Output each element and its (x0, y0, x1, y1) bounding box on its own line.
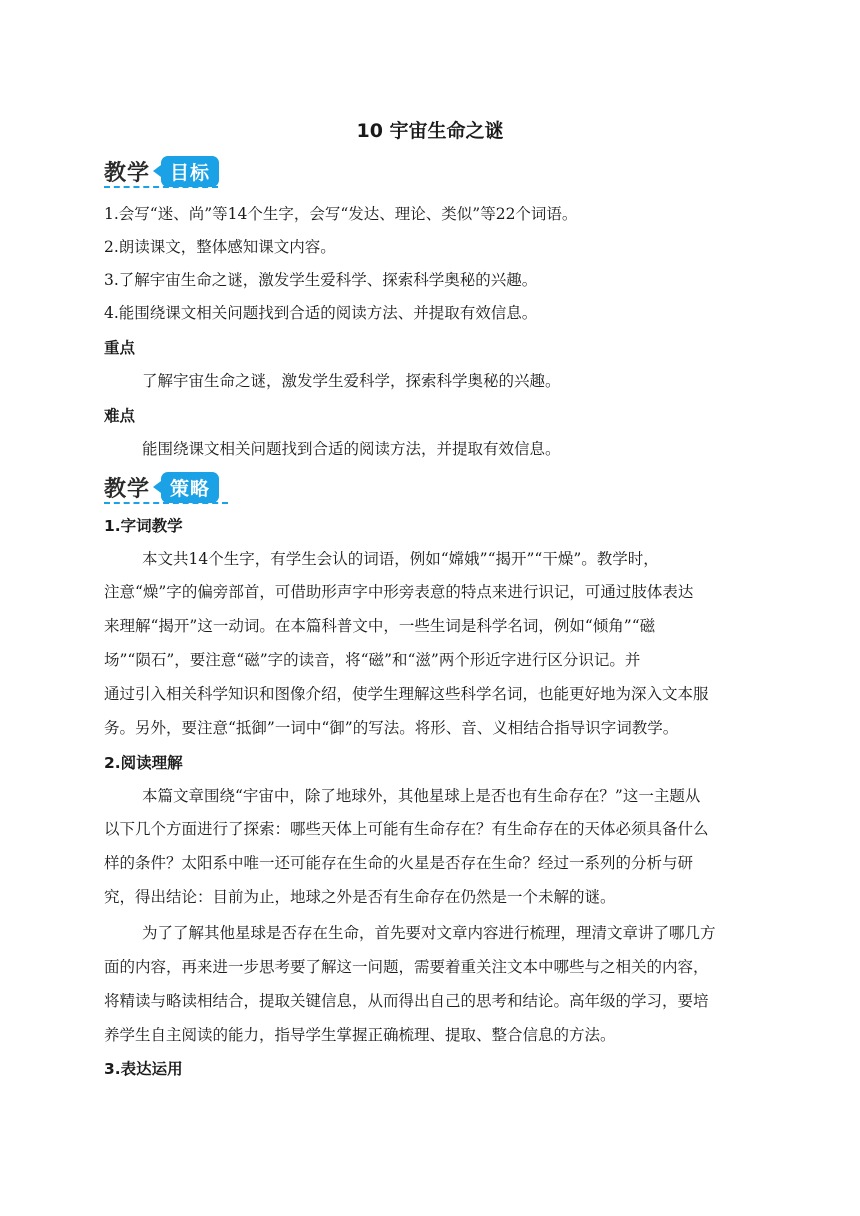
difficulty-heading: 难点 (104, 407, 136, 425)
goal-item: 2.朗读课文，整体感知课文内容。 (104, 238, 336, 256)
key-point-heading: 重点 (104, 339, 136, 357)
strategy-heading-2: 2.阅读理解 (104, 754, 183, 772)
paragraph-line: 务。另外，要注意“抵御”一词中“御”的写法。将形、音、义相结合指导识字词教学。 (104, 719, 679, 737)
paragraph-line: 为了了解其他星球是否存在生命，首先要对文章内容进行梳理，理清文章讲了哪几方 (142, 924, 716, 942)
key-point-text: 了解宇宙生命之谜，激发学生爱科学，探索科学奥秘的兴趣。 (142, 372, 561, 390)
paragraph-line: 究，得出结论：目前为止，地球之外是否有生命存在仍然是一个未解的谜。 (104, 888, 616, 906)
paragraph-line: 本文共14个生字，有学生会认的词语，例如“嫦娥”“揭开”“干燥”。教学时， (142, 550, 659, 568)
goal-item: 3.了解宇宙生命之谜，激发学生爱科学、探索科学奥秘的兴趣。 (104, 271, 538, 289)
section-badge-goals (104, 155, 219, 187)
paragraph-line: 场”“陨石”，要注意“磁”字的读音，将“磁”和“滋”两个形近字进行区分识记。并 (104, 651, 641, 669)
paragraph-line: 注意“燥”字的偏旁部首，可借助形声字中形旁表意的特点来进行识记，可通过肢体表达 (104, 583, 694, 601)
paragraph-line: 以下几个方面进行了探索：哪些天体上可能有生命存在？有生命存在的天体必须具备什么 (104, 820, 709, 838)
paragraph-line: 将精读与略读相结合，提取关键信息，从而得出自己的思考和结论。高年级的学习，要培 (104, 992, 709, 1010)
paragraph-line: 本篇文章围绕“宇宙中，除了地球外，其他星球上是否也有生命存在？”这一主题从 (142, 787, 701, 805)
paragraph-line: 来理解“揭开”这一动词。在本篇科普文中，一些生词是科学名词，例如“倾角”“磁 (104, 617, 656, 635)
badge-arrow-icon (153, 481, 161, 493)
badge-underline (104, 186, 218, 188)
badge-arrow-icon (153, 165, 161, 177)
badge-label-right: 目标 (161, 156, 219, 187)
paragraph-line: 样的条件？太阳系中唯一还可能存在生命的火星是否存在生命？经过一系列的分析与研 (104, 854, 694, 872)
badge-label-right: 策略 (161, 472, 219, 503)
badge-label-left: 教学 (104, 476, 151, 502)
page-title: 10 宇宙生命之谜 (356, 120, 504, 142)
section-badge-strategy (104, 471, 219, 503)
badge-underline (104, 502, 228, 504)
paragraph-line: 养学生自主阅读的能力，指导学生掌握正确梳理、提取、整合信息的方法。 (104, 1026, 616, 1044)
strategy-heading-3: 3.表达运用 (104, 1060, 183, 1078)
strategy-heading-1: 1.字词教学 (104, 517, 183, 535)
paragraph-line: 面的内容，再来进一步思考要了解这一问题，需要着重关注文本中哪些与之相关的内容， (104, 958, 709, 976)
goal-item: 1.会写“迷、尚”等14个生字，会写“发达、理论、类似”等22个词语。 (104, 205, 578, 223)
goal-item: 4.能围绕课文相关问题找到合适的阅读方法、并提取有效信息。 (104, 304, 538, 322)
difficulty-text: 能围绕课文相关问题找到合适的阅读方法，并提取有效信息。 (142, 440, 561, 458)
badge-label-left: 教学 (104, 160, 151, 186)
paragraph-line: 通过引入相关科学知识和图像介绍，使学生理解这些科学名词，也能更好地为深入文本服 (104, 685, 709, 703)
